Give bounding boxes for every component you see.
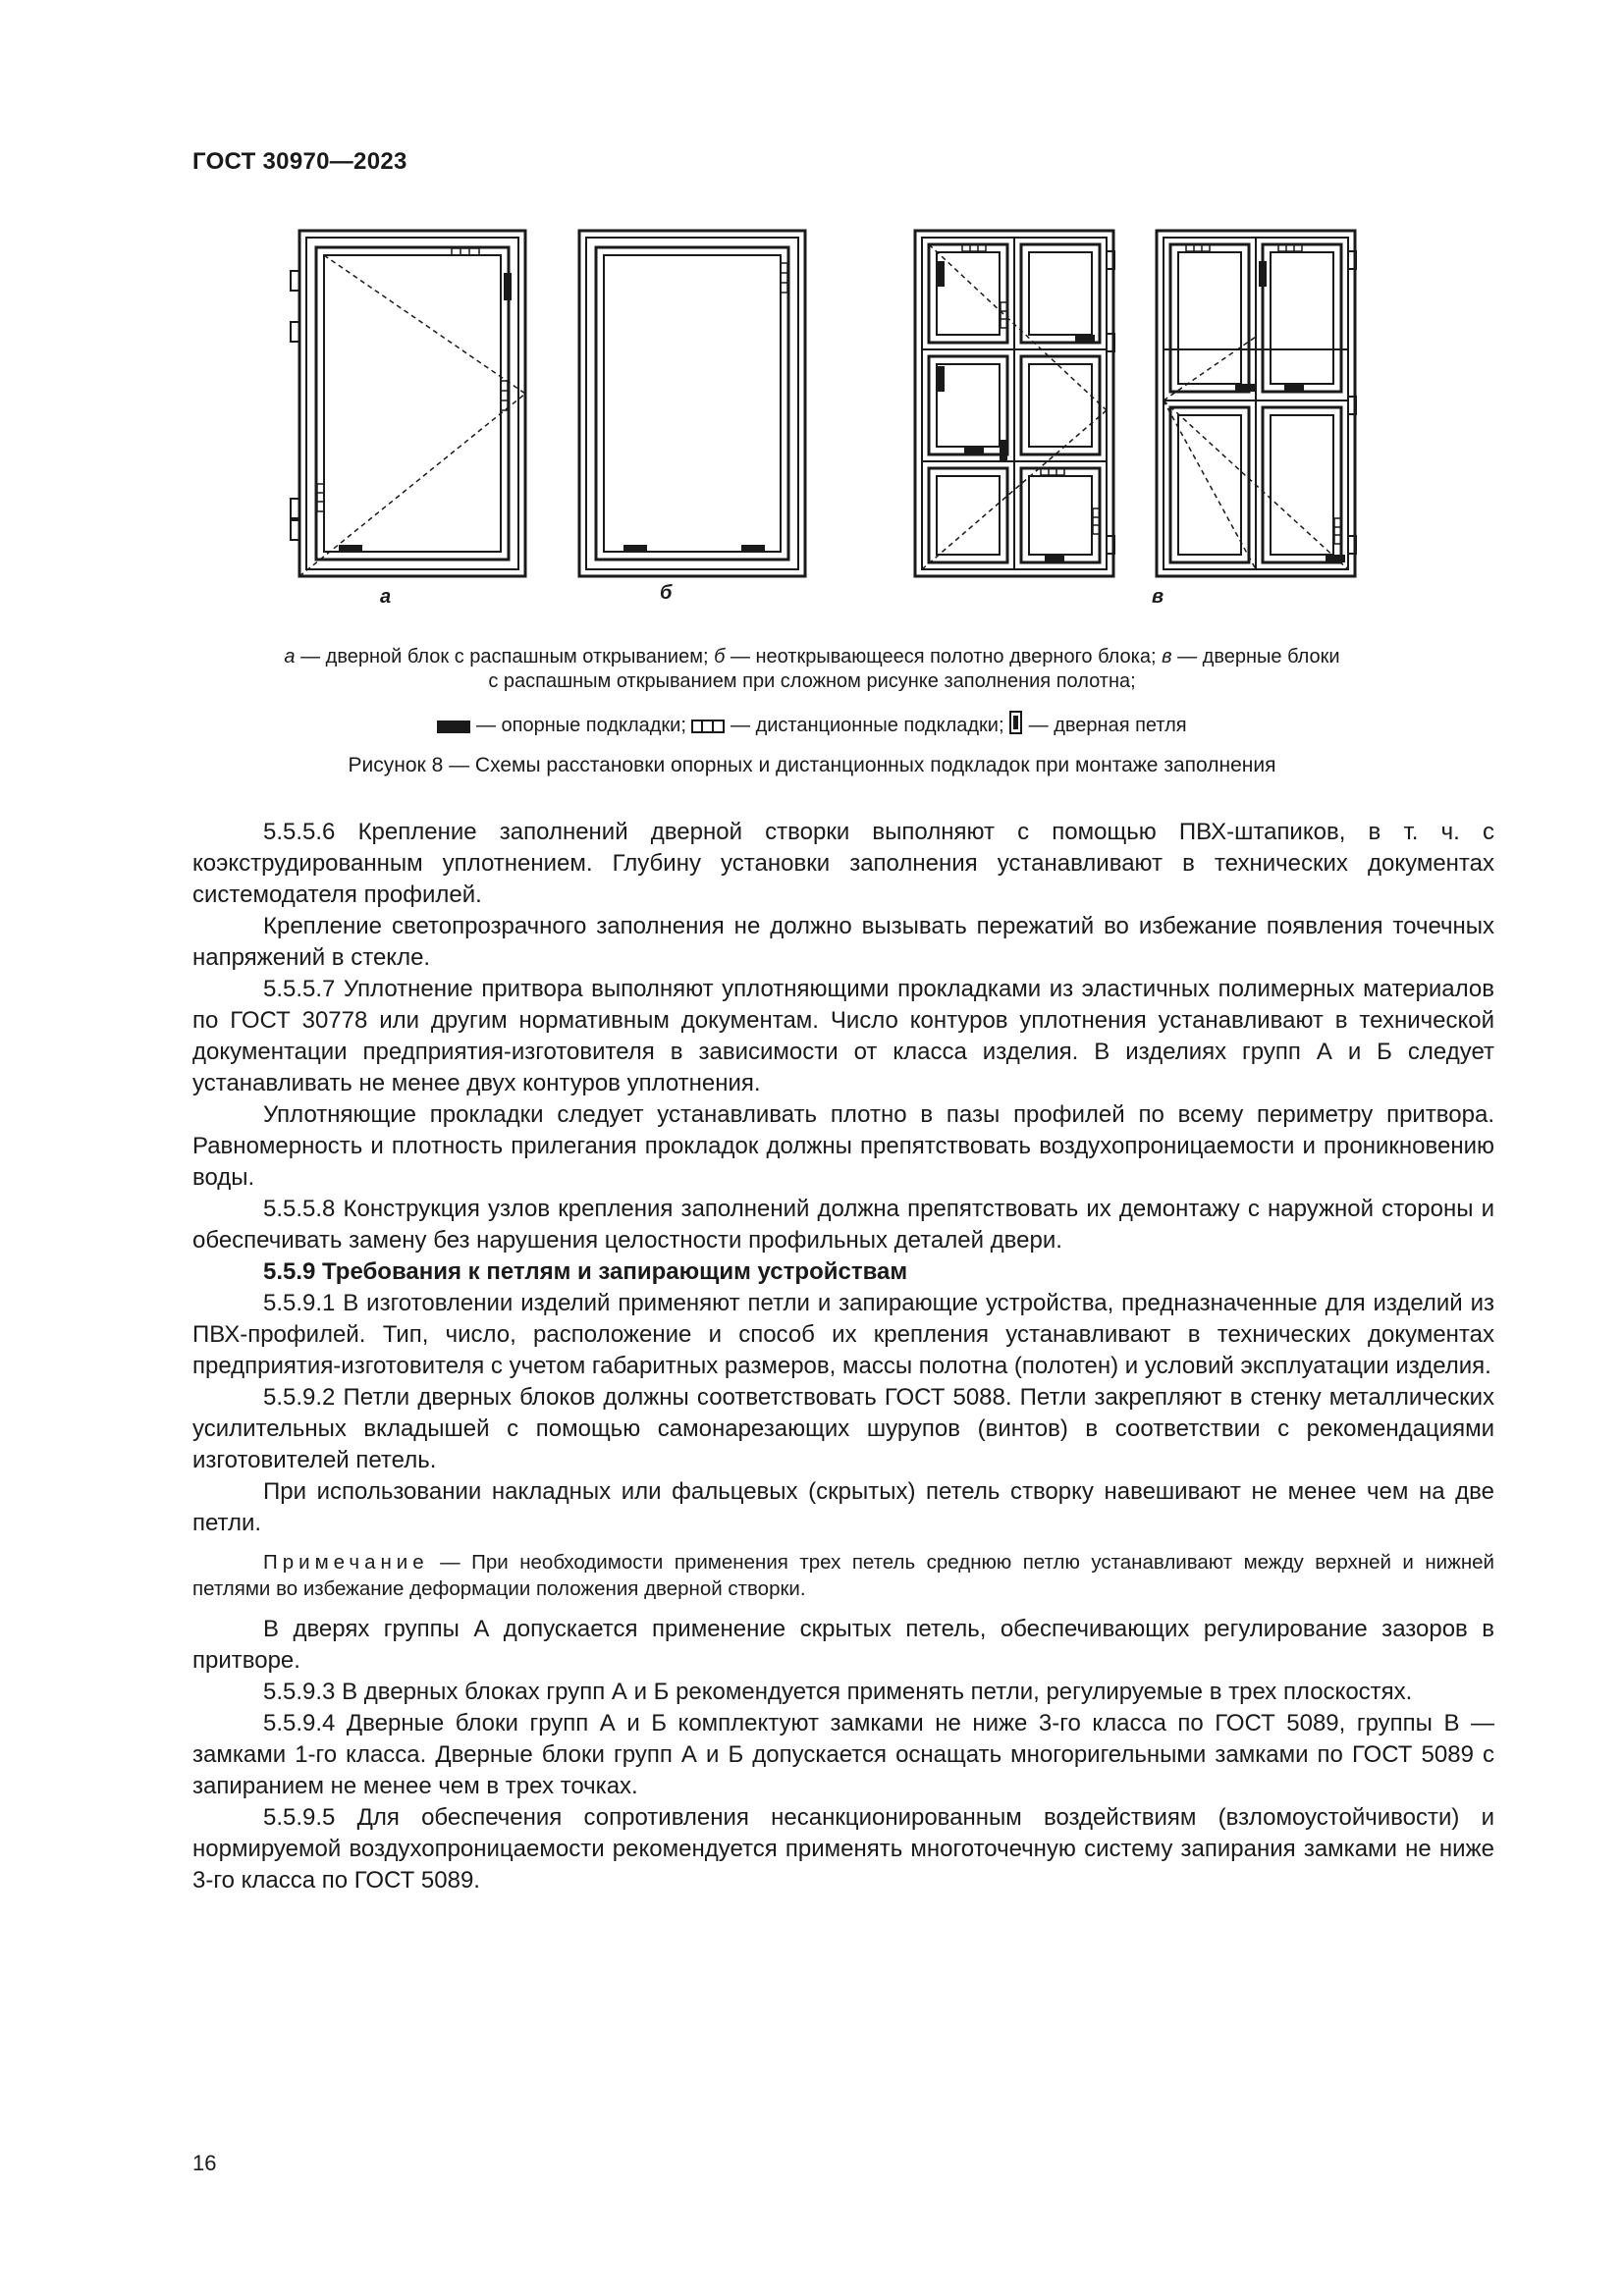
paragraph: Уплотняющие прокладки следует устанавливать плотно в пазы профилей по всему периметру притвора. Равномерность и плотность прилегания прокладок должны препятствовать воздухопроницаемости и проникновению воды. — [192, 1101, 1494, 1191]
paragraph: 5.5.9.5 Для обеспечения сопротивления несанкционированным воздействиям (взломоустойчивости) и нормируемой воздухопроницаемости рекомендуется применять многоточечную систему запирания замками не ниже 3-го класса по ГОСТ 5089. — [192, 1804, 1494, 1894]
caption-letter-a: а — [284, 646, 296, 667]
paragraph: При использовании накладных или фальцевых (скрытых) петель створку навешивают не менее чем на две петли. — [192, 1478, 1494, 1536]
door-hinge-icon — [1009, 711, 1023, 734]
caption-letter-b: б — [714, 646, 726, 667]
paragraph: Крепление светопрозрачного заполнения не должно вызывать пережатий во избежание появления точечных напряжений в стекле. — [192, 913, 1494, 971]
legend-hinge: — дверная петля — [1023, 715, 1187, 736]
section-heading: 5.5.9 Требования к петлям и запирающим устройствам — [263, 1258, 908, 1285]
panel-label-b: б — [660, 582, 673, 604]
spacer-pad-icon — [691, 719, 725, 734]
figure-legend — [196, 711, 1428, 737]
paragraph: 5.5.9.2 Петли дверных блоков должны соответствовать ГОСТ 5088. Петли закрепляют в стенку металлических усилительных вкладышей с помощью самонарезающих шурупов (винтов) в соответствии с рекомендациями изготовителей петель. — [192, 1384, 1494, 1473]
paragraph: 5.5.5.8 Конструкция узлов крепления заполнений должна препятствовать их демонтажу с наружной стороны и обеспечивать замену без нарушения целостности профильных деталей двери. — [192, 1196, 1494, 1254]
figure-8-diagram — [285, 224, 1424, 587]
support-pad-icon — [437, 719, 470, 734]
page-number: 16 — [192, 2151, 217, 2175]
paragraph: 5.5.9.3 В дверных блоках групп А и Б рекомендуется применять петли, регулируемые в трех плоскостях. — [263, 1679, 1413, 1705]
note-label: Примечание — [263, 1551, 429, 1574]
panel-label-a: а — [380, 586, 392, 608]
paragraph: 5.5.5.7 Уплотнение притвора выполняют уплотняющими прокладками из эластичных полимерных материалов по ГОСТ 30778 или другим нормативным документам. Число контуров уплотнения устанавливают в технической документации предприятия-изготовителя в зависимости от класса изделия. В изделиях групп А и Б следует устанавливать не менее двух контуров уплотнения. — [192, 976, 1494, 1096]
body-text — [192, 817, 1494, 1896]
legend-spacer: — дистанционные подкладки; — [725, 715, 1004, 736]
support-pads — [339, 261, 1345, 562]
caption-line-2: с распашным открыванием при сложном рисунке заполнения полотна; — [488, 670, 1136, 692]
panel-a-drawing — [291, 231, 525, 576]
paragraph: 5.5.9.1 В изготовлении изделий применяют петли и запирающие устройства, предназначенные для изделий из ПВХ-профилей. Тип, число, расположение и способ их крепления устанавливают в технических документах предприятия-изготовителя с учетом габаритных размеров, массы полотна (полотен) и условий эксплуатации изделия. — [192, 1290, 1494, 1379]
paragraph: 5.5.9.4 Дверные блоки групп А и Б комплектуют замками не ниже 3-го класса по ГОСТ 5089, группы В — замками 1-го класса. Дверные блоки групп А и Б допускается оснащать многоригельными замками по ГОСТ 5089 с запиранием не менее чем в трех точках. — [192, 1710, 1494, 1799]
document-header: ГОСТ 30970—2023 — [192, 148, 407, 175]
panel-label-c: в — [1152, 586, 1164, 608]
paragraph: В дверях группы А допускается применение скрытых петель, обеспечивающих регулирование зазоров в притворе. — [192, 1616, 1494, 1674]
note — [192, 1549, 1494, 1602]
note-text: — При необходимости применения трех петель среднюю петлю устанавливают между верхней и нижней петлями во избежание деформации положения дверной створки. — [192, 1551, 1494, 1600]
paragraph: 5.5.5.6 Крепление заполнений дверной створки выполняют с помощью ПВХ-штапиков, в т. ч. с коэкструдированным уплотнением. Глубину установки заполнения устанавливают в технических документах системодателя профилей. — [192, 819, 1494, 908]
caption-letter-c: в — [1162, 646, 1172, 667]
panel-c-left-drawing — [915, 231, 1114, 576]
legend-support: — опорные подкладки; — [470, 715, 686, 736]
figure-caption: а — дверной блок с распашным открыванием; б — неоткрывающееся полотно дверного блока; в — дверные блоки с распашным открыванием при сложном рисунке заполнения полотна; — [284, 646, 1340, 692]
panel-c-right-drawing — [1157, 231, 1356, 576]
figure-title: Рисунок 8 — Схемы расстановки опорных и дистанционных подкладок при монтаже заполнения — [348, 754, 1276, 776]
panel-b-drawing — [579, 231, 805, 576]
